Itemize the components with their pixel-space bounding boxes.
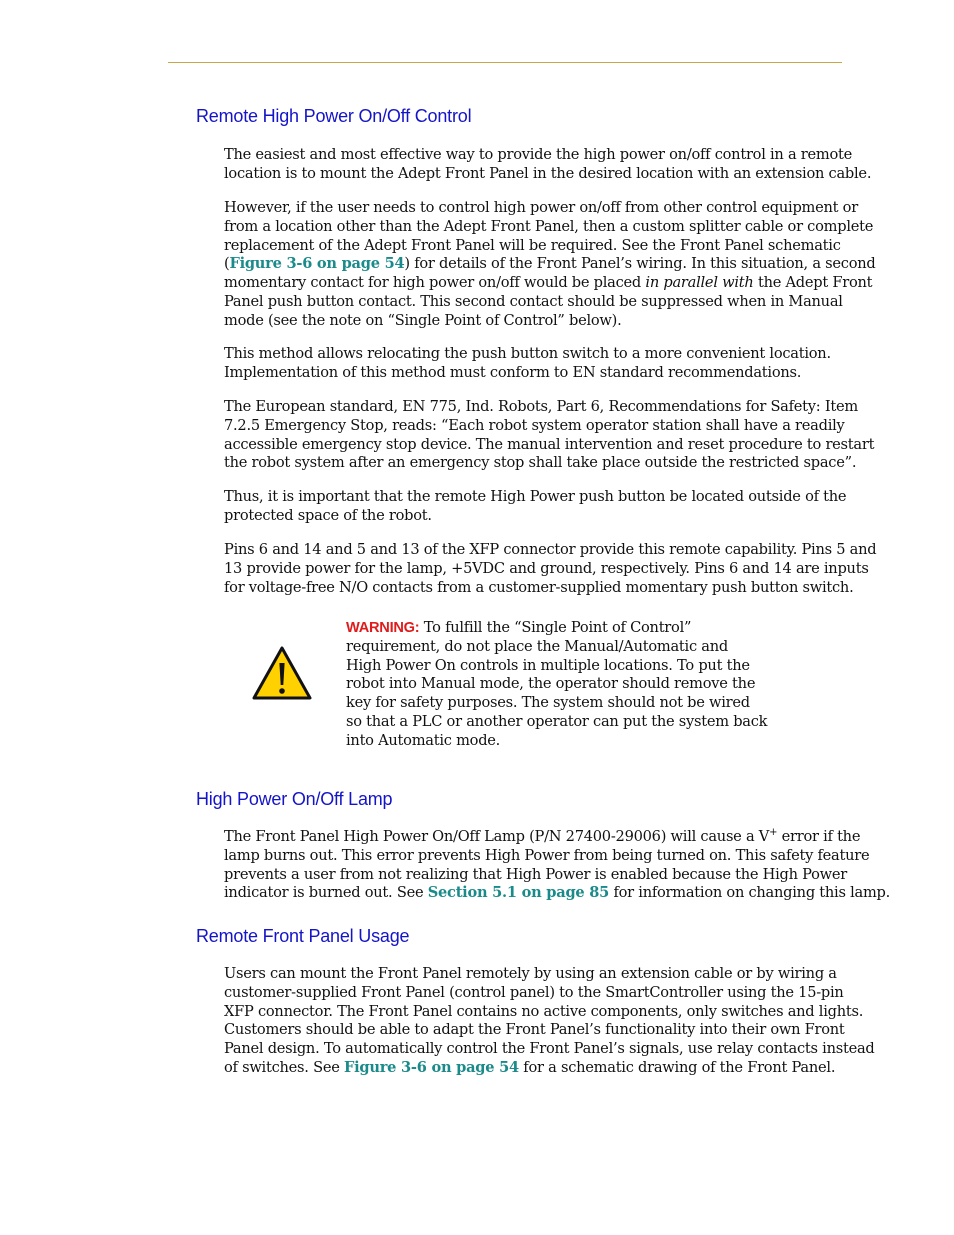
text-line: protected space of the robot. (224, 506, 432, 524)
text-line: for voltage-free N/O contacts from a customer-supplied momentary push button switch. (224, 578, 854, 596)
paragraph-relocating-switch (224, 345, 831, 383)
warning-triangle-icon (251, 645, 313, 701)
text-fragment: ( (224, 255, 230, 273)
text-line (224, 884, 890, 903)
text-line: robot into Manual mode, the operator should remove the (346, 675, 756, 693)
text-line: Implementation of this method must conform to EN standard recommendations. (224, 363, 802, 381)
paragraph-remote-front-panel (224, 965, 875, 1078)
text-line: XFP connector. The Front Panel contains no active components, only switches and lights. (224, 1002, 864, 1020)
text-fragment: for information on changing this lamp. (609, 884, 891, 902)
text-fragment: momentary contact for high power on/off would be placed (224, 274, 646, 292)
text-line: into Automatic mode. (346, 731, 501, 749)
text-fragment: of switches. See (224, 1058, 344, 1076)
text-line: Users can mount the Front Panel remotely by using an extension cable or by wiring a (224, 965, 837, 982)
text-line (224, 274, 876, 293)
text-line (224, 255, 876, 274)
text-line: the robot system after an emergency stop shall take place outside the restricted space”. (224, 454, 857, 472)
text-line: key for safety purposes. The system should not be wired (346, 694, 750, 712)
text-line: 13 provide power for the lamp, +5VDC and ground, respectively. Pins 6 and 14 are inputs (224, 559, 869, 577)
text-line: prevents a user from not realizing that High Power is enabled because the High Power (224, 865, 848, 883)
text-line: location is to mount the Adept Front Panel in the desired location with an extension cable. (224, 164, 872, 182)
text-line: Pins 6 and 14 and 5 and 13 of the XFP connector provide this remote capability. Pins 5 and (224, 541, 877, 558)
text-fragment: the Adept Front (753, 274, 873, 292)
text-line (224, 1059, 875, 1078)
warning-note (346, 619, 767, 751)
text-line: requirement, do not place the Manual/Automatic and (346, 637, 728, 655)
header-rule (168, 62, 842, 63)
warning-label: WARNING: (346, 620, 420, 636)
paragraph-lamp (224, 828, 890, 903)
emphasis-text: in parallel with (645, 274, 754, 292)
text-line (346, 619, 767, 638)
text-fragment: error if the (777, 828, 861, 845)
paragraph-european-standard (224, 398, 874, 473)
text-line: 7.2.5 Emergency Stop, reads: “Each robot system operator station shall have a readily (224, 416, 845, 434)
paragraph-protected-space (224, 488, 846, 526)
section-heading-remote-high-power: Remote High Power On/Off Control (196, 106, 472, 126)
text-line: accessible emergency stop device. The manual intervention and reset procedure to restart (224, 435, 875, 453)
text-line: from a location other than the Adept Front Panel, then a custom splitter cable or complete (224, 217, 874, 235)
text-fragment: The Front Panel High Power On/Off Lamp (P/N 27400-29006) will cause a V (224, 828, 770, 845)
text-line: However, if the user needs to control high power on/off from other control equipment or (224, 199, 858, 216)
text-line: lamp burns out. This error prevents High Power from being turned on. This safety feature (224, 846, 870, 864)
text-line: The European standard, EN 775, Ind. Robots, Part 6, Recommendations for Safety: Item (224, 398, 858, 415)
text-fragment: To fulfill the “Single Point of Control” (419, 619, 692, 636)
figure-3-6-link[interactable]: Figure 3-6 on page 54 (343, 1058, 519, 1076)
paragraph-xfp-pins (224, 541, 876, 597)
paragraph-easiest-method (224, 146, 871, 184)
text-line (224, 828, 890, 847)
text-line: mode (see the note on “Single Point of Control” below). (224, 311, 622, 329)
text-line: The easiest and most effective way to provide the high power on/off control in a remote (224, 146, 853, 163)
section-heading-lamp: High Power On/Off Lamp (196, 789, 393, 809)
superscript-plus: + (769, 827, 778, 839)
text-fragment: for a schematic drawing of the Front Panel. (518, 1058, 836, 1076)
text-line: This method allows relocating the push button switch to a more convenient location. (224, 345, 831, 362)
text-fragment: ) for details of the Front Panel’s wiring. In this situation, a second (404, 255, 876, 273)
paragraph-custom-splitter (224, 199, 876, 331)
section-heading-remote-front-panel: Remote Front Panel Usage (196, 926, 410, 946)
text-line: Panel design. To automatically control the Front Panel’s signals, use relay contacts instead (224, 1040, 875, 1058)
section-5-1-link[interactable]: Section 5.1 on page 85 (427, 884, 610, 902)
text-line: Thus, it is important that the remote High Power push button be located outside of the (224, 488, 847, 505)
text-line: customer-supplied Front Panel (control panel) to the SmartController using the 15-pin (224, 983, 844, 1001)
text-line: High Power On controls in multiple locations. To put the (346, 656, 750, 674)
figure-3-6-link[interactable]: Figure 3-6 on page 54 (229, 255, 405, 273)
text-line: so that a PLC or another operator can put the system back (346, 712, 768, 730)
text-line: Panel push button contact. This second contact should be suppressed when in Manual (224, 292, 843, 310)
text-fragment: indicator is burned out. See (224, 884, 428, 902)
text-line: replacement of the Adept Front Panel will be required. See the Front Panel schematic (224, 236, 841, 254)
text-line: Customers should be able to adapt the Front Panel’s functionality into their own Front (224, 1021, 845, 1039)
